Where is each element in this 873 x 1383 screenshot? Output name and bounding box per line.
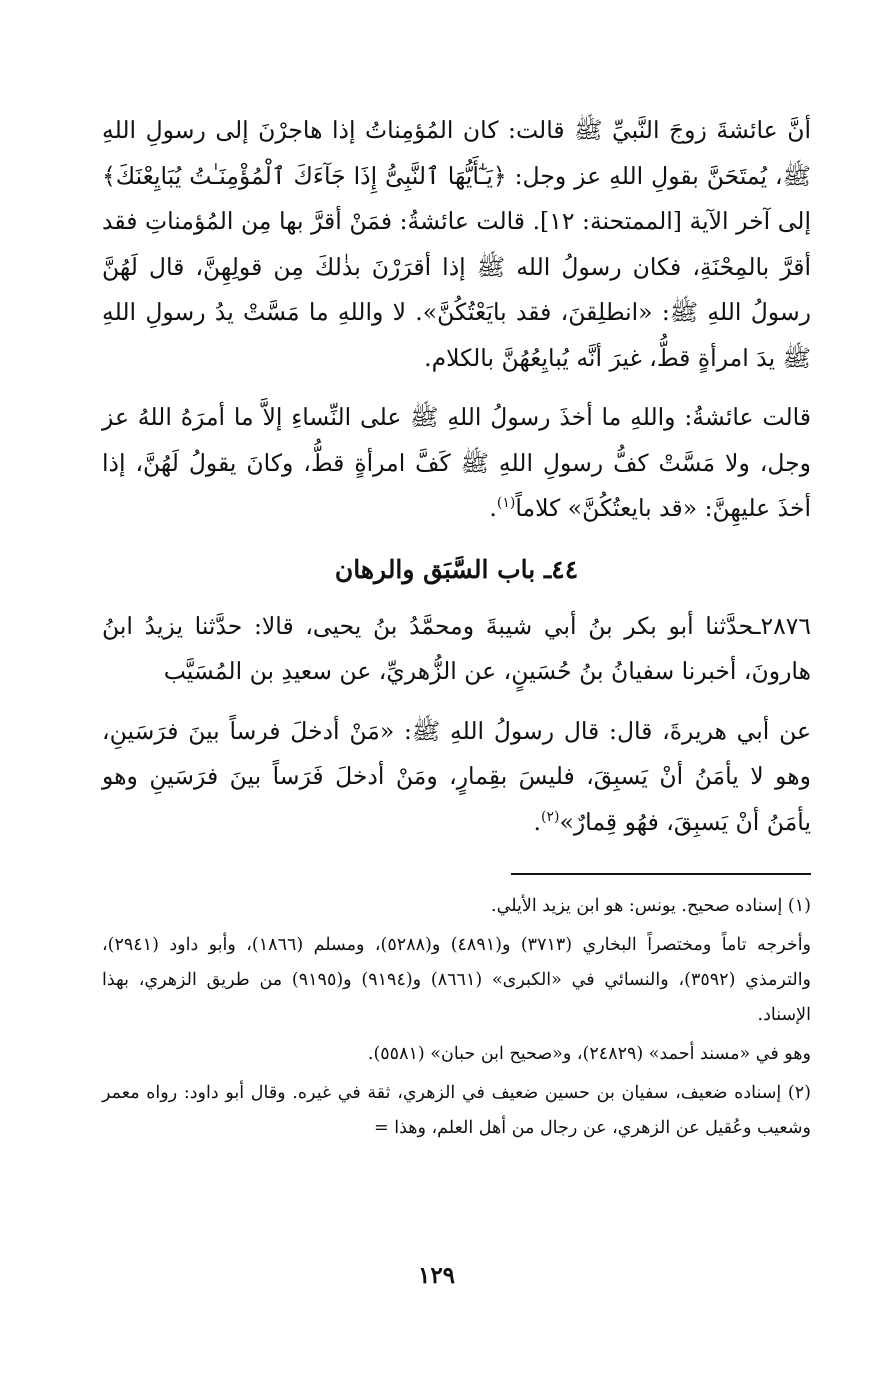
footnote-1: (١) إسناده صحيح. يونس: هو ابن يزيد الأيلي.	[491, 896, 811, 916]
footnote-1-musnad: وهو في «مسند أحمد» (٢٤٨٢٩)، و«صحيح ابن حبان» (٥٥٨١).	[367, 1044, 811, 1064]
hadith-matn	[102, 709, 811, 846]
matn-end: .	[533, 807, 541, 836]
body-paragraph-1: أنَّ عائشةَ زوجَ النَّبيِّ ﷺ قالت: كان المُؤمِناتُ إذا هاجرْنَ إلى رسولِ اللهِ ﷺ، يُمتَحَنَّ بقولِ اللهِ عز وجل: ﴿يَـٰٓأَيُّهَا ٱلنَّبِىُّ إِذَا جَآءَكَ ٱلْمُؤْمِنَـٰتُ يُبَايِعْنَكَ﴾ إلى آخر الآية [الممتحنة: ١٢]. قالت عائشةُ: فمَنْ أقرَّ بها مِن المُؤمناتِ فقد أقرَّ بالمِحْنَةِ، فكان رسولُ الله ﷺ إذا أقرَرْنَ بذٰلكَ مِن قولِهِنَّ، قال لَهُنَّ رسولُ اللهِ ﷺ: «انطلِقنَ، فقد بايَعْتُكُنَّ». لا واللهِ ما مَسَّتْ يدُ رسولِ اللهِ ﷺ يدَ امرأةٍ قطُّ، غيرَ أنَّه يُبايِعُهُنَّ بالكلام.	[102, 116, 811, 372]
footnote-1-sources: وأخرجه تاماً ومختصراً البخاري (٣٧١٣) و(٤٨٩١) و(٥٢٨٨)، ومسلم (١٨٦٦)، وأبو داود (٢٩٤١)، والترمذي (٣٥٩٢)، والنسائي في «الكبرى» (٨٦٦١) و(٩١٩٤) و(٩١٩٥) من طريق الزهري، بهذا الإسناد.	[102, 935, 812, 1025]
paragraph-end: .	[489, 494, 497, 522]
page-number: ١٢٩	[417, 1262, 456, 1289]
chapter-heading: ٤٤ـ باب السَّبَق والرهان	[334, 554, 579, 584]
hadith-isnad	[102, 604, 811, 695]
matn-text: عن أبي هريرةَ، قال: قال رسولُ اللهِ ﷺ: «مَنْ أدخلَ فرساً بينَ فرَسَينِ، وهو لا يأمَنُ أنْ يَسبِقَ، فليسَ بقِمارٍ، ومَنْ أدخلَ فَرَساً بينَ فرَسَينِ وهو يأمَنُ أنْ يَسبِقَ، فهُو قِمارٌ»	[102, 716, 811, 836]
footnote-divider	[511, 873, 811, 875]
footnote-2: (٢) إسناده ضعيف، سفيان بن حسين ضعيف في الزهري، ثقة في غيره. وقال أبو داود: رواه معمر وشعيب وعُقيل عن الزهري، عن رجال من أهل العلم، وهذا =	[102, 1083, 811, 1138]
paragraph-text: قالت عائشةُ: واللهِ ما أخذَ رسولُ اللهِ ﷺ على النِّساءِ إلاَّ ما أمرَهُ اللهُ عز وجل، ولا مَسَّتْ كفُّ رسولِ اللهِ ﷺ كَفَّ امرأةٍ قطُّ، وكانَ يقولُ لَهُنَّ، إذا أخذَ عليهِنَّ: «قد بايعتُكُنَّ» كلاماً	[102, 403, 811, 522]
isnad-text: حدَّثنا أبو بكر بنُ أبي شيبةَ ومحمَّدُ بنُ يحيى، قالا: حدَّثنا يزيدُ ابنُ هارونَ، أخبرنا سفيانُ بنُ حُسَينٍ، عن الزُّهريِّ، عن سعيدِ بن المُسَيَّب	[102, 611, 811, 685]
body-paragraph-2	[102, 395, 811, 532]
footnote-marker-2[interactable]: (٢)	[540, 808, 560, 825]
footnote-marker-1[interactable]: (١)	[496, 495, 516, 512]
hadith-number: ٢٨٧٦ـ	[753, 611, 811, 640]
